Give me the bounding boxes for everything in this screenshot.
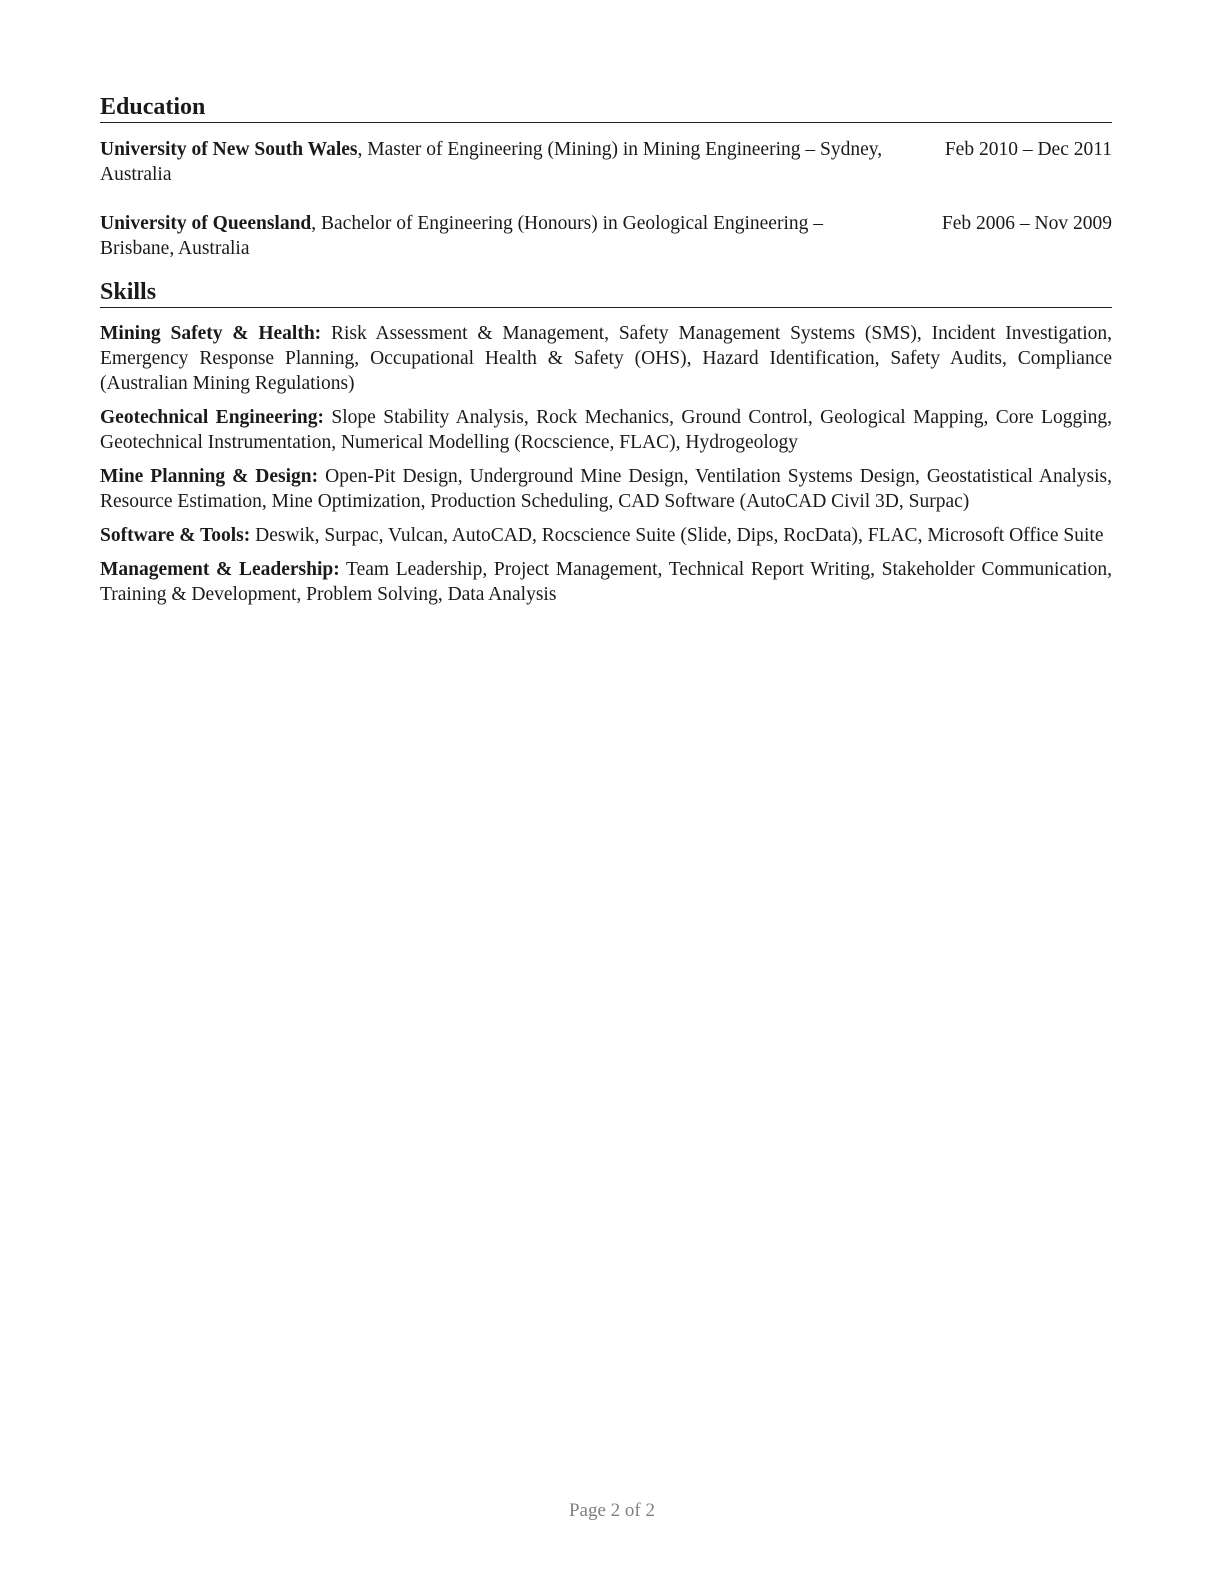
education-dates: Feb 2010 – Dec 2011 — [944, 139, 1112, 160]
skill-items: Team Leadership, Project Management, Technical Report Writing, Stakeholder Communication, Training & Development, Problem Solving, Data Analysis — [100, 559, 1112, 605]
skill-items: Risk Assessment & Management, Safety Management Systems (SMS), Incident Investigation, Emergency Response Planning, Occupational Health & Safety (OHS), Hazard Identification, Safety Audits, Compliance (Australian Mining Regulations) — [100, 323, 1112, 394]
skill-row-mine-planning — [100, 464, 1112, 514]
skill-category: Geotechnical Engineering: — [100, 407, 325, 428]
skill-items: Deswik, Surpac, Vulcan, AutoCAD, Rocscience Suite (Slide, Dips, RocData), FLAC, Microsoft Office Suite — [255, 525, 1104, 546]
page-number: Page 2 of 2 — [568, 1500, 655, 1521]
skill-category: Management & Leadership: — [100, 559, 340, 580]
education-school: University of Queensland — [100, 213, 312, 234]
education-degree: , Master of Engineering (Mining) in Mining Engineering – Sydney, Australia — [100, 139, 883, 185]
education-degree: , Bachelor of Engineering (Honours) in Geological Engineering – Brisbane, Australia — [100, 213, 823, 259]
education-heading: Education — [100, 92, 1112, 123]
resume-page — [100, 92, 1112, 616]
education-school: University of New South Wales — [100, 139, 358, 160]
education-entry — [100, 137, 1112, 187]
skill-category: Mining Safety & Health: — [100, 323, 322, 344]
skills-heading: Skills — [100, 277, 1112, 308]
skills-list — [100, 321, 1112, 607]
education-entry — [100, 211, 1112, 261]
skill-row-geotechnical — [100, 405, 1112, 455]
skill-row-management — [100, 557, 1112, 607]
skill-items: Open-Pit Design, Underground Mine Design, Ventilation Systems Design, Geostatistical Analysis, Resource Estimation, Mine Optimization, Production Scheduling, CAD Software (AutoCAD Civil 3D, Surpac) — [100, 466, 1113, 512]
education-dates: Feb 2006 – Nov 2009 — [941, 213, 1112, 234]
education-entry-text — [100, 137, 885, 187]
skill-category: Software & Tools: — [100, 525, 251, 546]
skill-items: Slope Stability Analysis, Rock Mechanics, Ground Control, Geological Mapping, Core Logging, Geotechnical Instrumentation, Numerical Modelling (Rocscience, FLAC), Hydrogeology — [100, 407, 1113, 453]
skill-category: Mine Planning & Design: — [100, 466, 319, 487]
education-entry-text — [100, 211, 885, 261]
education-list — [100, 137, 1112, 261]
skill-row-software-tools — [100, 523, 1112, 548]
skill-row-mining-safety — [100, 321, 1112, 396]
